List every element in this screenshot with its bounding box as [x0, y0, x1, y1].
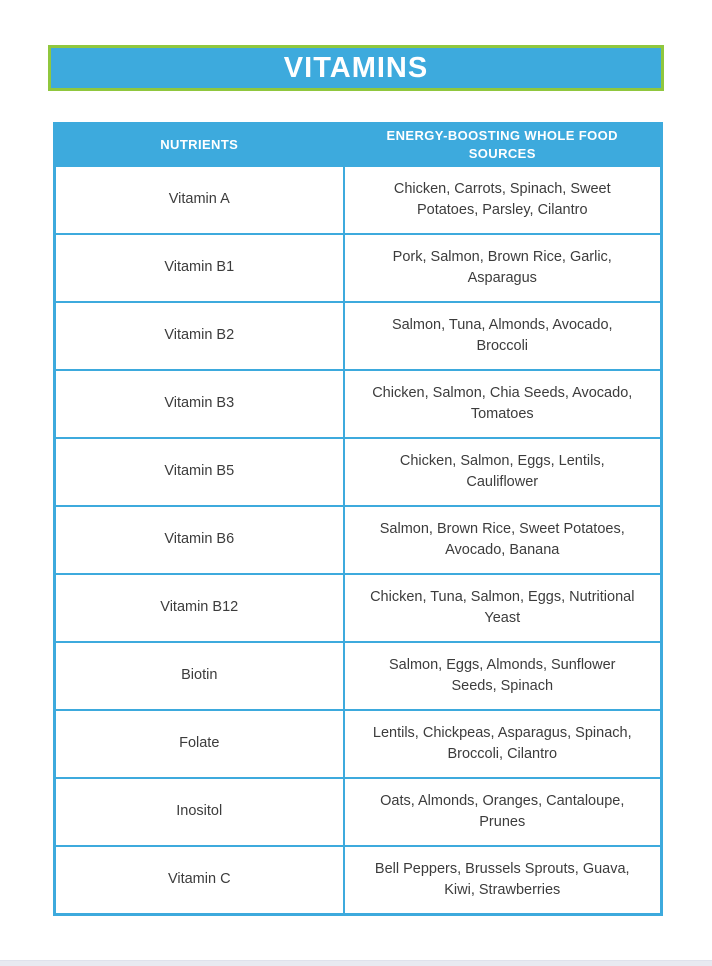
- sources-cell: Chicken, Salmon, Chia Seeds, Avocado, Tomatoes: [344, 370, 661, 438]
- table-row: [54, 778, 661, 846]
- nutrient-cell: Vitamin B2: [54, 302, 344, 370]
- table-row: [54, 302, 661, 370]
- table-header-row: [54, 124, 661, 167]
- table-row: [54, 438, 661, 506]
- nutrient-cell: Vitamin B12: [54, 574, 344, 642]
- nutrient-cell: Vitamin B3: [54, 370, 344, 438]
- table-row: [54, 234, 661, 302]
- table-row: [54, 642, 661, 710]
- sources-cell: Chicken, Salmon, Eggs, Lentils, Cauliflower: [344, 438, 661, 506]
- nutrient-cell: Vitamin B6: [54, 506, 344, 574]
- nutrient-cell: Vitamin B1: [54, 234, 344, 302]
- sources-cell: Pork, Salmon, Brown Rice, Garlic, Asparagus: [344, 234, 661, 302]
- nutrient-cell: Inositol: [54, 778, 344, 846]
- column-header-sources: ENERGY-BOOSTING WHOLE FOOD SOURCES: [344, 124, 661, 167]
- document-bottom-edge: [0, 960, 712, 966]
- sources-cell: Chicken, Carrots, Spinach, Sweet Potatoes, Parsley, Cilantro: [344, 166, 661, 234]
- table-row: [54, 710, 661, 778]
- column-header-nutrients: NUTRIENTS: [54, 124, 344, 167]
- sources-cell: Oats, Almonds, Oranges, Cantaloupe, Prunes: [344, 778, 661, 846]
- nutrient-cell: Vitamin C: [54, 846, 344, 915]
- sources-cell: Salmon, Tuna, Almonds, Avocado, Broccoli: [344, 302, 661, 370]
- table-row: [54, 506, 661, 574]
- sources-cell: Salmon, Brown Rice, Sweet Potatoes, Avocado, Banana: [344, 506, 661, 574]
- sources-cell: Chicken, Tuna, Salmon, Eggs, Nutritional Yeast: [344, 574, 661, 642]
- vitamins-banner: [48, 45, 664, 91]
- nutrient-cell: Biotin: [54, 642, 344, 710]
- sources-cell: Lentils, Chickpeas, Asparagus, Spinach, Broccoli, Cilantro: [344, 710, 661, 778]
- vitamins-table-container: [53, 122, 660, 916]
- table-row: [54, 846, 661, 915]
- page-title: VITAMINS: [283, 51, 429, 84]
- table-row: [54, 166, 661, 234]
- vitamins-table: [53, 122, 663, 916]
- sources-cell: Bell Peppers, Brussels Sprouts, Guava, Kiwi, Strawberries: [344, 846, 661, 915]
- nutrient-cell: Folate: [54, 710, 344, 778]
- table-row: [54, 574, 661, 642]
- nutrient-cell: Vitamin B5: [54, 438, 344, 506]
- sources-cell: Salmon, Eggs, Almonds, Sunflower Seeds, Spinach: [344, 642, 661, 710]
- table-row: [54, 370, 661, 438]
- nutrient-cell: Vitamin A: [54, 166, 344, 234]
